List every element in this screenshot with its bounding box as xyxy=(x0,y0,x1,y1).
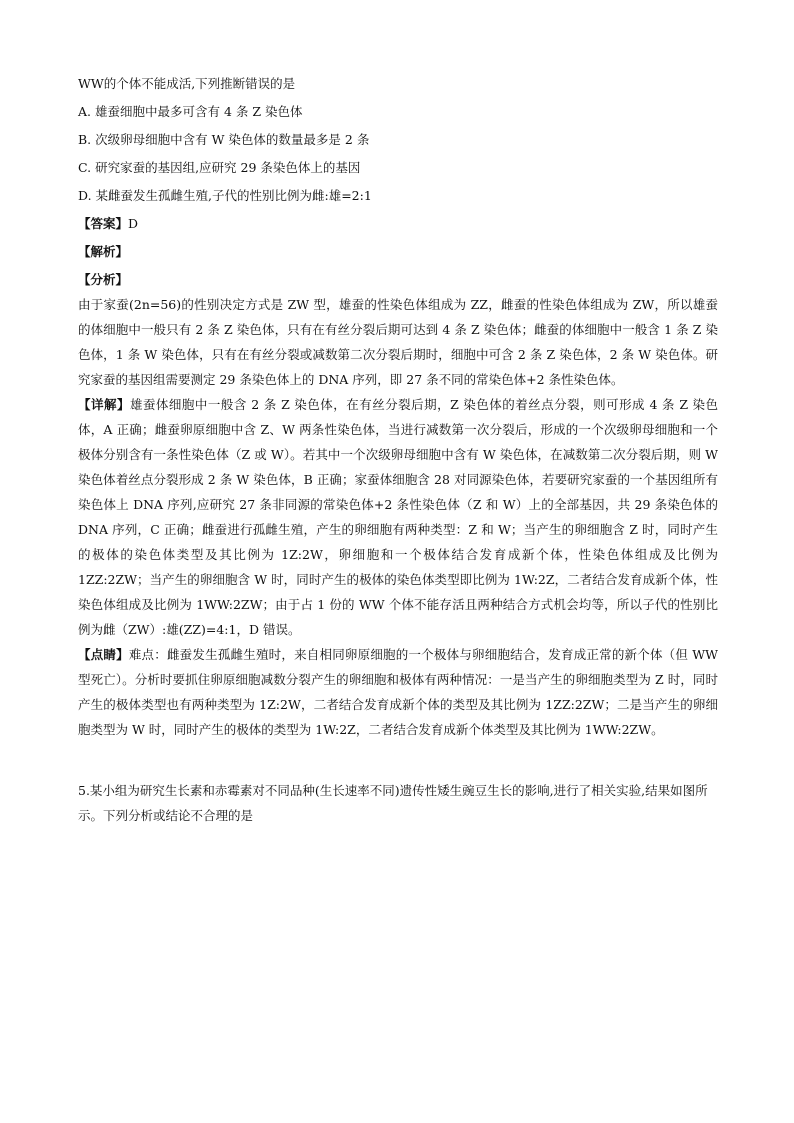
answer-value: D xyxy=(128,216,139,231)
xiangjie-text: 雄蚕体细胞中一般含 2 条 Z 染色体，在有丝分裂后期，Z 染色体的着丝点分裂，则可形成 4 条 Z 染色体，A 正确；雌蚕卵原细胞中含 Z、W 两条性染色体，当进行减数第一次分裂后，形成的一个次级卵母细胞和一个极体分别含有一条性染色体（Z 或 W）。若其中一个次级卵母细胞中含有 W 染色体，在减数第二次分裂后期，则 W 染色体着丝点分裂形成 2 条 W 染色体，B 正确；家蚕体细胞含 28 对同源染色体，若要研究家蚕的一个基因组所有染色体上 DNA 序列,应研究 27 条非同源的常染色体+2 条性染色体（Z 和 W）上的全部基因，共 29 条染色体的 DNA 序列，C 正确；雌蚕进行孤雌生殖，产生的卵细胞有两种类型：Z 和 W；当产生的卵细胞含 Z 时，同时产生的极体的染色体类型及其比例为 1Z:2W，卵细胞和一个极体结合发育成新个体，性染色体组成及比例为 1ZZ:2ZW；当产生的卵细胞含 W 时，同时产生的极体的染色体类型即比例为 1W:2Z，二者结合发育成新个体，性染色体组成及比例为 1WW:2ZW；由于占 1 份的 WW 个体不能存活且两种结合方式机会均等，所以子代的性别比例为雌（ZW）:雄(ZZ)=4:1，D 错误。 xyxy=(78,397,718,637)
option-b: B. 次级卵母细胞中含有 W 染色体的数量最多是 2 条 xyxy=(78,132,370,147)
dianjing-label: 【点睛】 xyxy=(78,647,129,662)
fenxi-label: 【分析】 xyxy=(78,272,129,287)
question-4-stem-tail: WW的个体不能成活,下列推断错误的是 xyxy=(78,76,296,91)
analysis-label: 【解析】 xyxy=(78,244,129,259)
question-5-stem: 5.某小组为研究生长素和赤霉素对不同品种(生长速率不同)遗传性矮生豌豆生长的影响,进行了相关实验,结果如图所示。下列分析或结论不合理的是 xyxy=(78,783,708,823)
option-c: C. 研究家蚕的基因组,应研究 29 条染色体上的基因 xyxy=(78,160,361,175)
answer-label: 【答案】 xyxy=(78,216,129,231)
dianjing-paragraph xyxy=(78,642,718,742)
xiangjie-paragraph xyxy=(78,392,718,642)
option-d: D. 某雌蚕发生孤雌生殖,子代的性别比例为雌:雄=2:1 xyxy=(78,188,372,203)
option-a: A. 雄蚕细胞中最多可含有 4 条 Z 染色体 xyxy=(78,104,303,119)
document-page xyxy=(78,76,718,828)
xiangjie-label: 【详解】 xyxy=(78,397,130,412)
fenxi-text: 由于家蚕(2n=56)的性别决定方式是 ZW 型，雄蚕的性染色体组成为 ZZ，雌蚕的性染色体组成为 ZW，所以雄蚕的体细胞中一般只有 2 条 Z 染色体，只有在有丝分裂后期可达到 4 条 Z 染色体；雌蚕的体细胞中一般含 1 条 Z 染色体，1 条 W 染色体，只有在有丝分裂或减数第二次分裂后期时，细胞中可含 2 条 Z 染色体，2 条 W 染色体。研究家蚕的基因组需要测定 29 条染色体上的 DNA 序列，即 27 条不同的常染色体+2 条性染色体。 xyxy=(78,297,718,387)
dianjing-text: 难点：雌蚕发生孤雌生殖时，来自相同卵原细胞的一个极体与卵细胞结合，发育成正常的新个体（但 WW 型死亡）。分析时要抓住卵原细胞减数分裂产生的卵细胞和极体有两种情况：一是当产生的卵细胞类型为 Z 时，同时产生的极体类型也有两种类型为 1Z:2W，二者结合发育成新个体的类型及其比例为 1ZZ:2ZW；二是当产生的卵细胞类型为 W 时，同时产生的极体的类型为 1W:2Z，二者结合发育成新个体类型及其比例为 1WW:2ZW。 xyxy=(78,647,718,737)
answer-line xyxy=(78,216,718,232)
